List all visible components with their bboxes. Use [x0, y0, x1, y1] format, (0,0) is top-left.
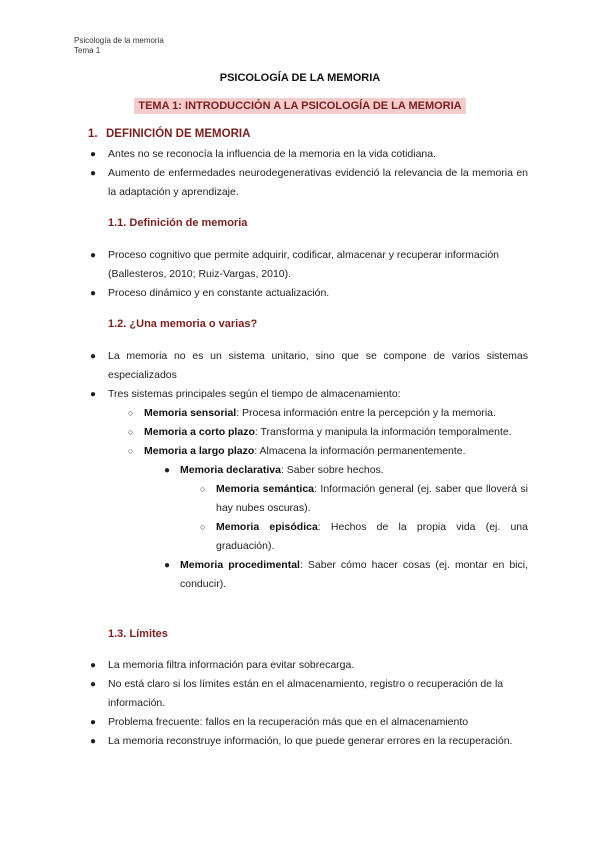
term: Memoria a largo plazo: [144, 445, 255, 457]
list-item: [88, 284, 528, 303]
list-item-text: Proceso cognitivo que permite adquirir, codificar, almacenar y recuperar información (Ballesteros, 2010; Ruiz-Vargas, 2010).: [108, 249, 500, 280]
memory-system-sensorial: [88, 404, 528, 423]
bullet-icon: ●: [90, 736, 97, 747]
definition: : Hechos de la propia vida (ej. una graduación).: [216, 521, 528, 552]
definition: : Saber sobre hechos.: [280, 464, 384, 476]
section-1-number: 1.: [88, 128, 98, 140]
circle-bullet-icon: ○: [200, 484, 206, 494]
bullet-icon: ●: [90, 168, 97, 179]
document-title: PSICOLOGÍA DE LA MEMORIA: [219, 72, 381, 84]
bullet-icon: ●: [164, 560, 171, 571]
bullet-icon: ●: [90, 717, 97, 728]
circle-bullet-icon: ○: [128, 408, 134, 418]
section-1-heading: [88, 128, 250, 140]
term: Memoria sensorial: [144, 407, 237, 419]
list-item-text: La memoria reconstruye información, lo que puede generar errores en la recuperación.: [108, 735, 513, 747]
list-item-text: La memoria no es un sistema unitario, sino que se compone de varios sistemas especializados: [108, 350, 528, 381]
section-1-2-heading: 1.2. ¿Una memoria o varias?: [108, 318, 258, 330]
section-1-2-list: [88, 347, 528, 594]
memory-system-episodica: [88, 518, 528, 556]
list-item: [88, 164, 528, 202]
memory-system-declarativa: [88, 461, 528, 480]
list-item: [88, 713, 528, 732]
section-1-1-list: [88, 246, 528, 303]
list-item-text: Problema frecuente: fallos en la recuperación más que en el almacenamiento: [108, 716, 469, 728]
section-1-list: [88, 145, 528, 202]
document-subtitle: TEMA 1: INTRODUCCIÓN A LA PSICOLOGÍA DE LA MEMORIA: [134, 98, 465, 114]
section-1-3-list: [88, 656, 528, 751]
section-1-1-heading: 1.1. Definición de memoria: [108, 217, 248, 229]
list-item-text: Aumento de enfermedades neurodegenerativas evidenció la relevancia de la memoria en la adaptación y aprendizaje.: [108, 167, 528, 198]
list-item-text: No está claro si los límites están en el almacenamiento, registro o recuperación de la información.: [108, 678, 504, 709]
list-item: [88, 246, 528, 284]
term: Memoria declarativa: [180, 464, 281, 476]
section-1-3-heading: 1.3. Límites: [108, 628, 168, 640]
memory-system-corto-plazo: [88, 423, 528, 442]
list-item-text: Antes no se reconocía la influencia de la memoria en la vida cotidiana.: [108, 148, 437, 160]
running-header-topic: Tema 1: [74, 46, 101, 55]
list-item-text: La memoria filtra información para evitar sobrecarga.: [108, 659, 355, 671]
running-header-course: Psicología de la memoria: [74, 36, 164, 45]
definition: : Información general (ej. saber que lloverá si hay nubes oscuras).: [216, 483, 528, 514]
document-subtitle-wrap: [0, 96, 600, 114]
bullet-icon: ●: [90, 149, 97, 160]
bullet-icon: ●: [164, 465, 171, 476]
section-1-title: DEFINICIÓN DE MEMORIA: [106, 128, 251, 140]
list-item-text: Tres sistemas principales según el tiempo de almacenamiento:: [108, 388, 401, 400]
definition: : Transforma y manipula la información temporalmente.: [254, 426, 512, 438]
term: Memoria procedimental: [180, 559, 300, 571]
bullet-icon: ●: [90, 679, 97, 690]
bullet-icon: ●: [90, 351, 97, 362]
memory-system-procedimental: [88, 556, 528, 594]
list-item: [88, 732, 528, 751]
definition: : Almacena la información permanentemente.: [254, 445, 466, 457]
list-item: [88, 656, 528, 675]
circle-bullet-icon: ○: [200, 522, 206, 532]
bullet-icon: ●: [90, 660, 97, 671]
bullet-icon: ●: [90, 389, 97, 400]
memory-system-semantica: [88, 480, 528, 518]
term: Memoria episódica: [216, 521, 318, 533]
list-item: [88, 145, 528, 164]
list-item: [88, 347, 528, 385]
definition: : Procesa información entre la percepción y la memoria.: [236, 407, 496, 419]
circle-bullet-icon: ○: [128, 427, 134, 437]
list-item: [88, 385, 528, 404]
term: Memoria a corto plazo: [144, 426, 255, 438]
running-header: [74, 36, 164, 56]
bullet-icon: ●: [90, 288, 97, 299]
list-item-text: Proceso dinámico y en constante actualización.: [108, 287, 330, 299]
list-item: [88, 675, 528, 713]
definition: : Saber cómo hacer cosas (ej. montar en bici, conducir).: [180, 559, 528, 590]
circle-bullet-icon: ○: [128, 446, 134, 456]
bullet-icon: ●: [90, 250, 97, 261]
term: Memoria semántica: [216, 483, 315, 495]
memory-system-largo-plazo: [88, 442, 528, 461]
